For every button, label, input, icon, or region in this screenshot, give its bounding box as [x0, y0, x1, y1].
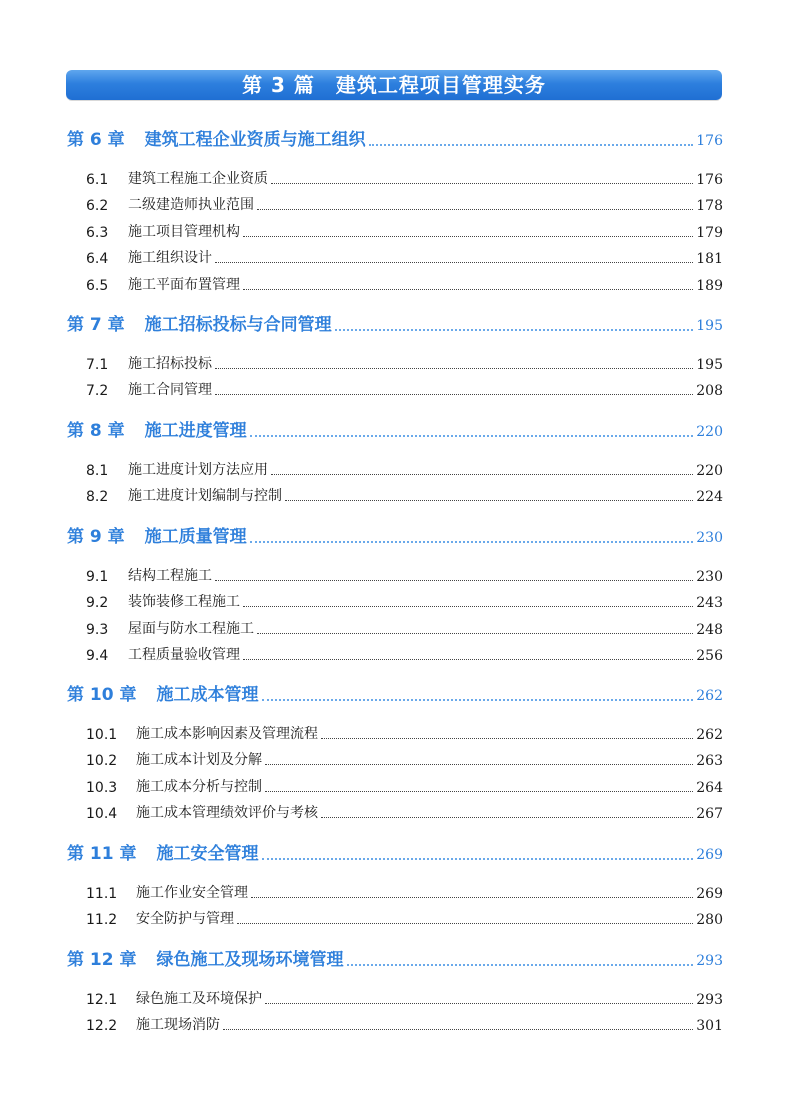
toc-section-entry[interactable]	[86, 906, 723, 928]
dot-leader	[250, 541, 694, 543]
section-page-number: 224	[696, 489, 723, 506]
dot-leader	[251, 897, 693, 898]
section-title: 二级建造师执业范围	[128, 197, 254, 214]
dot-leader	[215, 262, 693, 263]
section-page-number: 189	[696, 277, 723, 294]
section-number: 9.4	[86, 648, 109, 665]
chapter-number: 第 8 章	[67, 421, 125, 441]
section-page-number: 179	[696, 224, 723, 241]
section-title: 屋面与防水工程施工	[128, 620, 254, 637]
section-title: 施工成本分析与控制	[136, 778, 262, 795]
section-page-number: 176	[696, 172, 723, 188]
dot-leader	[271, 474, 693, 475]
chapter-title: 施工招标投标与合同管理	[144, 315, 332, 335]
toc-section-entry[interactable]	[86, 774, 723, 796]
section-title: 施工成本影响因素及管理流程	[136, 726, 318, 742]
chapter-page-number: 269	[696, 847, 723, 863]
section-page-number: 230	[696, 569, 723, 585]
section-title: 建筑工程施工企业资质	[128, 171, 268, 187]
section-number: 11.1	[86, 886, 118, 902]
chapter-page-number: 262	[696, 688, 723, 704]
section-number: 9.2	[86, 595, 109, 612]
section-page-number: 243	[696, 595, 723, 612]
chapter-number: 第 9 章	[67, 527, 125, 547]
section-number: 7.1	[86, 357, 109, 373]
section-number: 6.3	[86, 224, 109, 241]
section-page-number: 269	[696, 886, 723, 902]
section-number: 9.3	[86, 621, 109, 638]
toc-section-entry[interactable]	[86, 272, 723, 294]
section-number: 10.2	[86, 753, 118, 770]
section-page-number: 264	[696, 779, 723, 796]
chapter-number: 第 7 章	[67, 315, 125, 335]
section-page-number: 181	[696, 251, 723, 268]
toc-section-entry[interactable]	[86, 245, 723, 267]
section-title: 绿色施工及环境保护	[136, 991, 262, 1007]
section-number: 12.1	[86, 992, 118, 1008]
section-title: 工程质量验收管理	[128, 647, 240, 664]
chapter-title: 施工安全管理	[156, 844, 259, 864]
dot-leader	[369, 144, 694, 146]
dot-leader	[321, 738, 693, 739]
section-title: 结构工程施工	[128, 568, 212, 584]
dot-leader	[321, 817, 693, 818]
toc-section-entry[interactable]	[86, 1012, 723, 1034]
section-number: 10.3	[86, 779, 118, 796]
section-title: 施工成本管理绩效评价与考核	[136, 805, 318, 822]
dot-leader	[347, 964, 694, 966]
section-page-number: 293	[696, 992, 723, 1008]
dot-leader	[335, 329, 694, 331]
dot-leader	[285, 500, 693, 501]
section-number: 12.2	[86, 1018, 118, 1035]
chapter-page-number: 195	[696, 318, 723, 334]
dot-leader	[243, 606, 693, 607]
toc-section-entry[interactable]	[86, 483, 723, 505]
toc-chapter-entry[interactable]	[67, 521, 723, 547]
chapter-number: 第 10 章	[67, 685, 137, 705]
section-page-number: 263	[696, 753, 723, 770]
toc-chapter-entry[interactable]	[67, 944, 723, 970]
chapter-number: 第 6 章	[67, 130, 125, 150]
section-page-number: 195	[696, 357, 723, 373]
section-number: 10.1	[86, 727, 118, 743]
part-title: 第 3 篇 建筑工程项目管理实务	[242, 73, 546, 97]
chapter-page-number: 220	[696, 424, 723, 440]
section-title: 安全防护与管理	[136, 911, 234, 928]
toc-section-entry[interactable]	[86, 642, 723, 664]
dot-leader	[223, 1029, 693, 1030]
chapter-page-number: 176	[696, 133, 723, 149]
section-page-number: 262	[696, 727, 723, 743]
section-title: 施工招标投标	[128, 356, 212, 372]
chapter-title: 绿色施工及现场环境管理	[156, 950, 344, 970]
dot-leader	[215, 580, 693, 581]
dot-leader	[262, 858, 694, 860]
section-page-number: 220	[696, 463, 723, 479]
section-number: 10.4	[86, 806, 118, 823]
chapter-page-number: 293	[696, 953, 723, 969]
toc-section-entry[interactable]	[86, 166, 723, 188]
section-title: 施工合同管理	[128, 382, 212, 399]
toc-section-entry[interactable]	[86, 721, 723, 743]
section-page-number: 301	[696, 1018, 723, 1035]
section-title: 施工项目管理机构	[128, 223, 240, 240]
chapter-title: 建筑工程企业资质与施工组织	[144, 130, 366, 150]
dot-leader	[262, 699, 694, 701]
section-page-number: 267	[696, 806, 723, 823]
dot-leader	[257, 209, 693, 210]
section-page-number: 248	[696, 621, 723, 638]
toc-section-entry[interactable]	[86, 457, 723, 479]
chapter-number: 第 12 章	[67, 950, 137, 970]
toc-chapter-entry[interactable]	[67, 679, 723, 705]
dot-leader	[265, 1003, 693, 1004]
section-title: 施工现场消防	[136, 1017, 220, 1034]
toc-section-entry[interactable]	[86, 563, 723, 585]
dot-leader	[243, 659, 693, 660]
section-title: 装饰装修工程施工	[128, 594, 240, 611]
chapter-number: 第 11 章	[67, 844, 137, 864]
dot-leader	[250, 435, 694, 437]
section-page-number: 256	[696, 648, 723, 665]
dot-leader	[271, 183, 693, 184]
toc-section-entry[interactable]	[86, 747, 723, 769]
dot-leader	[265, 791, 693, 792]
chapter-title: 施工进度管理	[144, 421, 247, 441]
toc-chapter-entry[interactable]	[67, 124, 723, 150]
toc-section-entry[interactable]	[86, 377, 723, 399]
section-number: 9.1	[86, 569, 109, 585]
toc-section-entry[interactable]	[86, 351, 723, 373]
dot-leader	[215, 368, 693, 369]
toc-chapter-entry[interactable]	[67, 415, 723, 441]
section-page-number: 178	[696, 198, 723, 215]
chapter-page-number: 230	[696, 530, 723, 546]
section-number: 6.4	[86, 251, 109, 268]
section-title: 施工平面布置管理	[128, 276, 240, 293]
dot-leader	[215, 394, 693, 395]
toc-section-entry[interactable]	[86, 589, 723, 611]
dot-leader	[243, 236, 693, 237]
section-title: 施工作业安全管理	[136, 885, 248, 901]
toc-section-entry[interactable]	[86, 219, 723, 241]
chapter-title: 施工成本管理	[156, 685, 259, 705]
toc-section-entry[interactable]	[86, 192, 723, 214]
section-page-number: 280	[696, 912, 723, 929]
section-number: 7.2	[86, 383, 109, 400]
dot-leader	[243, 289, 693, 290]
section-title: 施工进度计划方法应用	[128, 462, 268, 478]
section-title: 施工进度计划编制与控制	[128, 488, 282, 505]
part-title-banner	[66, 70, 722, 100]
toc-chapter-entry[interactable]	[67, 838, 723, 864]
toc-section-entry[interactable]	[86, 616, 723, 638]
section-number: 6.2	[86, 198, 109, 215]
dot-leader	[237, 923, 693, 924]
section-number: 11.2	[86, 912, 118, 929]
section-title: 施工成本计划及分解	[136, 752, 262, 769]
section-title: 施工组织设计	[128, 250, 212, 267]
section-number: 6.1	[86, 172, 109, 188]
toc-section-entry[interactable]	[86, 880, 723, 902]
toc-chapter-entry[interactable]	[67, 309, 723, 335]
toc-section-entry[interactable]	[86, 986, 723, 1008]
dot-leader	[265, 764, 693, 765]
section-number: 8.1	[86, 463, 109, 479]
chapter-title: 施工质量管理	[144, 527, 247, 547]
toc-section-entry[interactable]	[86, 800, 723, 822]
dot-leader	[257, 633, 693, 634]
section-page-number: 208	[696, 383, 723, 400]
section-number: 8.2	[86, 489, 109, 506]
section-number: 6.5	[86, 277, 109, 294]
